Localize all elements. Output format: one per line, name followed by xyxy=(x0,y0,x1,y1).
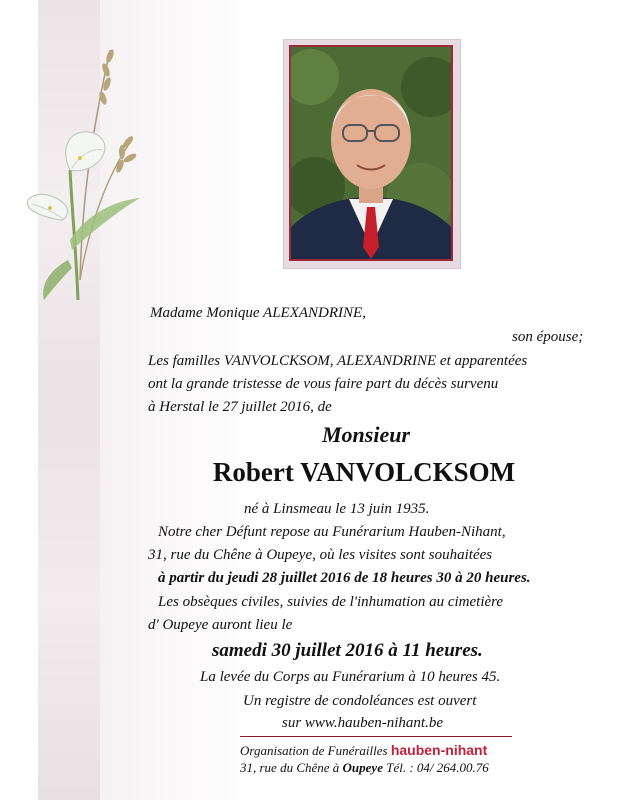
brand-logo: hauben-nihant xyxy=(390,742,488,758)
address-phone: Tél. : 04/ 264.00.76 xyxy=(386,760,489,775)
visits-line: à partir du jeudi 28 juillet 2016 de 18 heures 30 à 20 heures. xyxy=(158,570,531,586)
birth-line: né à Linsmeau le 13 juin 1935. xyxy=(244,501,430,517)
rest-line-1: Notre cher Défunt repose au Funérarium Hauben-Nihant, xyxy=(158,524,506,540)
funeral-line-1: Les obsèques civiles, suivies de l'inhumation au cimetière xyxy=(158,594,504,610)
levee-line: La levée du Corps au Funérarium à 10 heures 45. xyxy=(200,669,501,685)
portrait-frame xyxy=(284,40,460,268)
organisation-prefix: Organisation de Funérailles xyxy=(240,743,388,758)
spouse-relation: son épouse; xyxy=(512,329,584,345)
address-line xyxy=(240,760,489,776)
deceased-name: Robert VANVOLCKSOM xyxy=(212,457,516,487)
announcement-line: ont la grande tristesse de vous faire part du décès survenu xyxy=(148,376,499,392)
address-prefix: 31, rue du Chêne à xyxy=(240,760,340,775)
registry-line-2: sur www.hauben-nihant.be xyxy=(282,715,443,731)
lily-and-wheat-icon xyxy=(10,30,150,310)
death-place-line: à Herstal le 27 juillet 2016, de xyxy=(148,399,332,415)
funeral-line-2: d' Oupeye auront lieu le xyxy=(148,617,293,633)
spouse-name: Madame Monique ALEXANDRINE, xyxy=(150,305,366,321)
address-town: Oupeye xyxy=(342,760,383,775)
footer-divider xyxy=(240,736,512,737)
portrait-photo xyxy=(289,45,453,261)
funeral-date: samedi 30 juillet 2016 à 11 heures. xyxy=(212,640,483,661)
families-line: Les familles VANVOLCKSOM, ALEXANDRINE et apparentées xyxy=(148,353,528,369)
rest-line-2: 31, rue du Chêne à Oupeye, où les visites sont souhaitées xyxy=(148,547,493,563)
organisation-line xyxy=(240,742,487,759)
registry-line-1: Un registre de condoléances est ouvert xyxy=(243,693,477,709)
honorific: Monsieur xyxy=(321,422,411,447)
